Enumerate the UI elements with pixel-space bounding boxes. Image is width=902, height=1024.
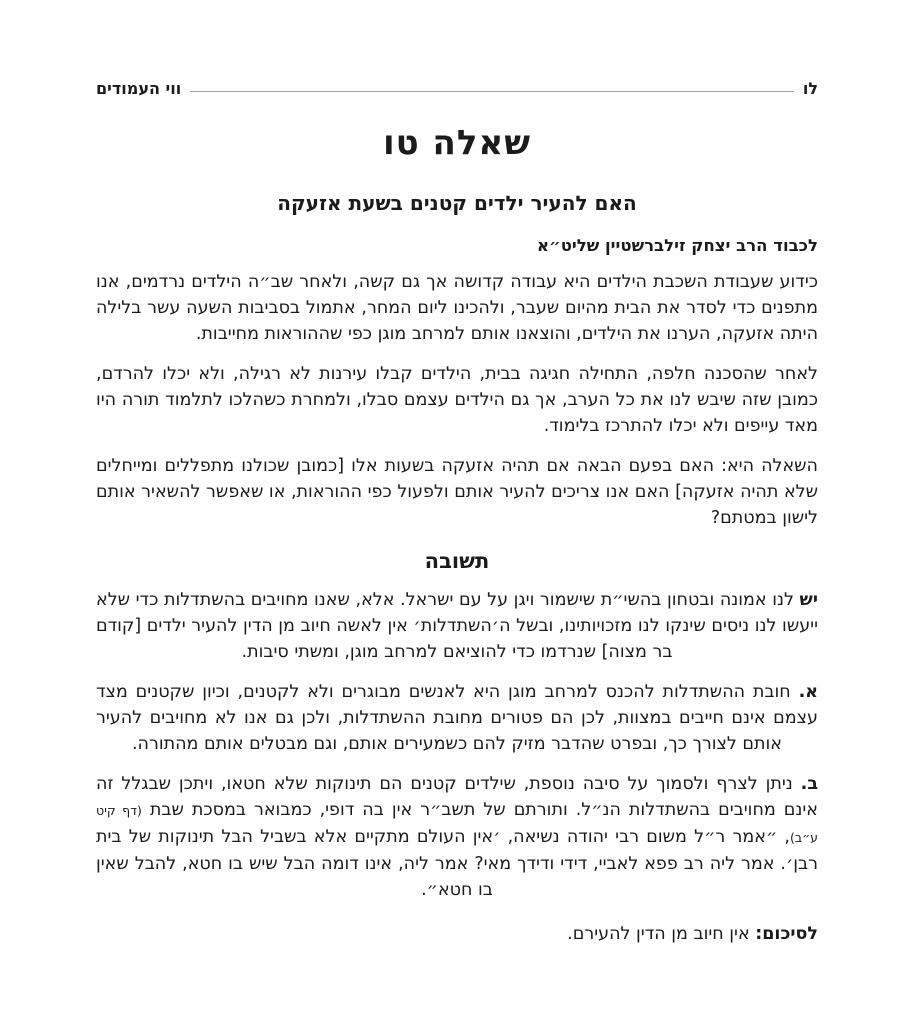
page-number: לו <box>802 79 818 98</box>
paragraph-text: ניתן לצרף ולסמוך על סיבה נוספת, שילדים קטנים הם תינוקות שלא חטאו, ויתכן שבגלל זה אינם מחויבים בהשתדלות הנ״ל. ותורתם של תשב״ר אין בה דופי, כמבואר במסכת שבת <box>96 774 818 821</box>
addressee-line: לכבוד הרב יצחק זילברשטיין שליט״א <box>536 236 818 256</box>
page-header <box>96 78 818 100</box>
paragraph-text: לנו אמונה ובטחון בהשי״ת שישמור ויגן על עם ישראל. אלא, שאנו מחויבים בהשתדלות כדי שלא ייעשו לנו ניסים שינקו לנו מזכויותינו, ובשל ה׳השתדלות׳ אין לאשה חיוב מן הדין להעיר ילדים [קודם בר מצוה] שנרדמו כדי להוציאם למרחב מוגן, ומשתי סיבות. <box>96 590 818 663</box>
answer-point-a <box>96 679 818 757</box>
question-subject-title: האם להעיר ילדים קטנים בשעת אזעקה <box>277 191 637 216</box>
answer-point-b <box>96 771 818 903</box>
summary-line <box>96 921 818 947</box>
header-rule <box>190 91 794 92</box>
paragraph-text: , ״אמר ר״ל משום רבי יהודה נשיאה, ׳אין העולם מתקיים אלא בשביל הבל תינוקות של בית רבן׳. אמר ליה רב פפא לאביי, דידי ודידך מאי? אמר ליה, אינו דומה הבל שיש בו חטא, להבל שאין בו חטא״. <box>96 827 818 901</box>
question-paragraph-1: כידוע שעבודת השכבת הילדים היא עבודה קדושה אך גם קשה, ולאחר שב״ה הילדים נרדמים, אנו מתפנים כדי לסדר את הבית מהיום שעבר, ולהכינו ליום המחר, אתמול בסביבות השעה עשר בלילה היתה אזעקה, הערנו את הילדים, והוצאנו אותם למרחב מוגן כפי שההוראות מחייבות. <box>96 272 818 345</box>
question-paragraph-3: השאלה היא: האם בפעם הבאה אם תהיה אזעקה בשעות אלו [כמובן שכולנו מתפללים ומייחלים שלא תהיה אזעקה] האם אנו צריכים להעיר אותם ולפעול כפי ההוראות, או שאפשר להשאיר אותם לישון במטתם? <box>96 456 818 529</box>
point-letter: א. <box>798 682 818 703</box>
answer-intro-paragraph <box>96 587 818 665</box>
lead-word: יש <box>799 590 818 611</box>
summary-text: אין חיוב מן הדין להעירם. <box>567 924 750 945</box>
book-title: ווי העמודים <box>96 79 182 98</box>
answer-heading: תשובה <box>424 549 490 574</box>
talmud-citation: (דף קיט ע״ב) <box>96 803 818 846</box>
summary-lead: לסיכום: <box>755 924 818 945</box>
question-paragraph-2: לאחר שהסכנה חלפה, התחילה חגיגה בבית, הילדים קבלו עירנות לא רגילה, ולא יכלו להרדם, כמובן שזה שיבש לנו את כל הערב, אך גם הילדים עצמם סבלו, ולמחרת כשהלכו לתלמוד תורה היו מאד עייפים ולא יכלו להתרכז בלימוד. <box>96 364 818 437</box>
question-number-title: שאלה טו <box>382 123 532 163</box>
point-letter: ב. <box>800 774 818 795</box>
paragraph-text: חובת ההשתדלות להכנס למרחב מוגן היא לאנשים מבוגרים ולא לקטנים, וכיון שקטנים מצד עצמם אינם חייבים במצוות, לכן הם פטורים מחובת ההשתדלות, ולכן גם אנו לא מחויבים להעיר אותם לצורך כך, ובפרט שהדבר מזיק להם כשמעירים אותם, וגם מבטלים אותם מהתורה. <box>96 682 818 755</box>
